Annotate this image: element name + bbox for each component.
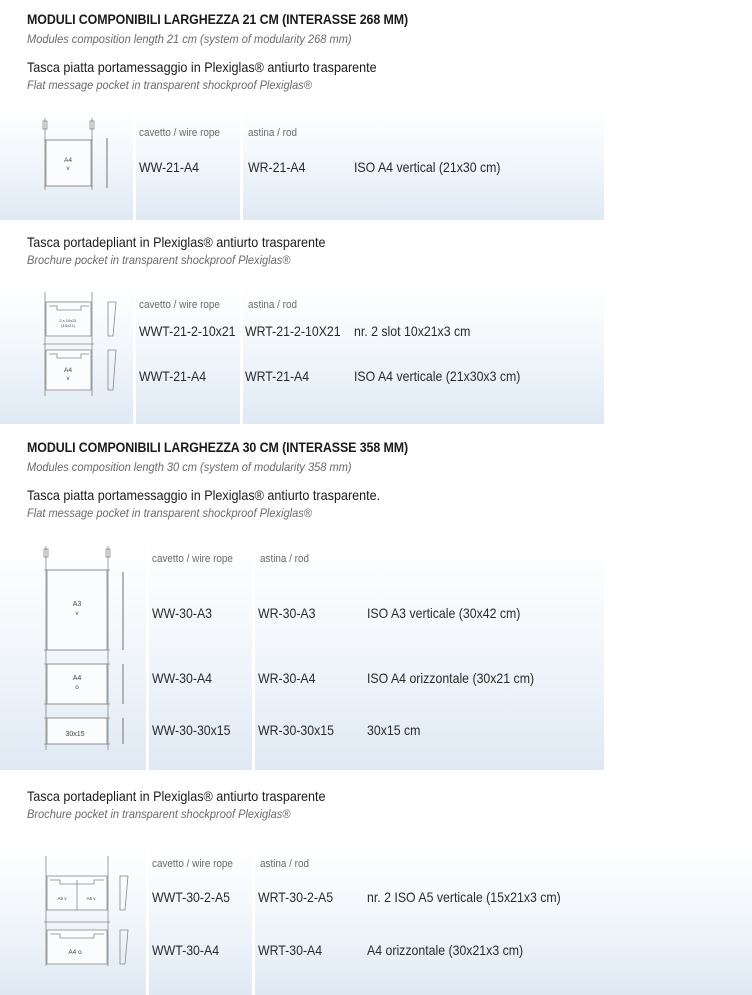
figure-label: o [75, 685, 79, 691]
code-rod: WRT-30-A4 [258, 942, 323, 958]
group-title: Tasca portadepliant in Plexiglas® antiurto trasparente [27, 788, 326, 804]
code-rod: WR-30-A4 [258, 670, 316, 686]
column-header-wire: cavetto / wire rope [152, 858, 233, 870]
figure-label: A3 [72, 601, 82, 608]
section-title: MODULI COMPONIBILI LARGHEZZA 30 CM (INTERASSE 358 MM) [27, 440, 409, 455]
column-separator [252, 846, 255, 995]
column-separator [146, 540, 149, 770]
brochure-pocket-figure [38, 856, 138, 971]
description: A4 orizzontale (30x21x3 cm) [367, 942, 524, 958]
group-title: Tasca piatta portamessaggio in Plexiglas® antiurto trasparente. [27, 487, 381, 503]
code-rod: WR-30-30x15 [258, 722, 335, 738]
column-separator [133, 108, 136, 220]
code-wire: WW-30-A4 [152, 670, 213, 686]
group-subtitle: Flat message pocket in transparent shockproof Plexiglas® [27, 506, 312, 520]
column-separator [252, 540, 255, 770]
column-separator [146, 846, 149, 995]
description: nr. 2 slot 10x21x3 cm [354, 323, 471, 339]
brochure-pocket-figure [36, 292, 126, 402]
figure-label: 2 x 10x21 [59, 318, 77, 323]
code-rod: WRT-30-2-A5 [258, 889, 334, 905]
flat-pocket-figure [36, 118, 116, 198]
code-rod: WRT-21-A4 [245, 368, 310, 384]
column-header-rod: astina / rod [248, 299, 297, 311]
code-wire: WW-30-30x15 [152, 722, 231, 738]
figure-label: A4 [72, 675, 82, 682]
description: ISO A3 verticale (30x42 cm) [367, 605, 521, 621]
figure-label: v [66, 166, 70, 172]
figure-label: v [66, 376, 70, 382]
figure-label: A4 [64, 157, 72, 164]
code-rod: WR-21-A4 [248, 159, 306, 175]
code-wire: WWT-21-A4 [139, 368, 207, 384]
figure-label: A5 v [57, 896, 67, 901]
group-subtitle: Flat message pocket in transparent shockproof Plexiglas® [27, 78, 312, 92]
flat-pocket-figure [38, 546, 138, 756]
column-separator [240, 108, 243, 220]
column-header-wire: cavetto / wire rope [152, 553, 233, 565]
description: 30x15 cm [367, 722, 421, 738]
description: ISO A4 orizzontale (30x21 cm) [367, 670, 535, 686]
code-wire: WW-30-A3 [152, 605, 213, 621]
section-title: MODULI COMPONIBILI LARGHEZZA 21 CM (INTERASSE 268 MM) [27, 12, 409, 27]
description: nr. 2 ISO A5 verticale (15x21x3 cm) [367, 889, 561, 905]
code-rod: WRT-21-2-10X21 [245, 323, 341, 339]
section-subtitle: Modules composition length 30 cm (system of modularity 358 mm) [27, 460, 352, 474]
column-header-rod: astina / rod [260, 858, 309, 870]
figure-label: v [75, 611, 79, 617]
code-wire: WWT-21-2-10x21 [139, 323, 236, 339]
column-separator [240, 284, 243, 424]
figure-label: 30x15 [65, 731, 85, 738]
code-wire: WWT-30-A4 [152, 942, 220, 958]
section-subtitle: Modules composition length 21 cm (system of modularity 268 mm) [27, 32, 352, 46]
code-wire: WWT-30-2-A5 [152, 889, 231, 905]
code-wire: WW-21-A4 [139, 159, 200, 175]
figure-label: A5 v [86, 896, 96, 901]
figure-label: A4 [64, 367, 72, 374]
group-subtitle: Brochure pocket in transparent shockproof Plexiglas® [27, 807, 291, 821]
figure-label: (10x21) [61, 323, 75, 328]
column-header-rod: astina / rod [248, 127, 297, 139]
code-rod: WR-30-A3 [258, 605, 316, 621]
column-header-wire: cavetto / wire rope [139, 299, 220, 311]
group-subtitle: Brochure pocket in transparent shockproof Plexiglas® [27, 253, 291, 267]
column-header-wire: cavetto / wire rope [139, 127, 220, 139]
group-title: Tasca piatta portamessaggio in Plexiglas® antiurto trasparente [27, 59, 377, 75]
figure-label: A4 o [68, 949, 82, 956]
column-header-rod: astina / rod [260, 553, 309, 565]
column-separator [133, 284, 136, 424]
group-title: Tasca portadepliant in Plexiglas® antiurto trasparente [27, 234, 326, 250]
description: ISO A4 verticale (21x30x3 cm) [354, 368, 521, 384]
description: ISO A4 vertical (21x30 cm) [354, 159, 501, 175]
